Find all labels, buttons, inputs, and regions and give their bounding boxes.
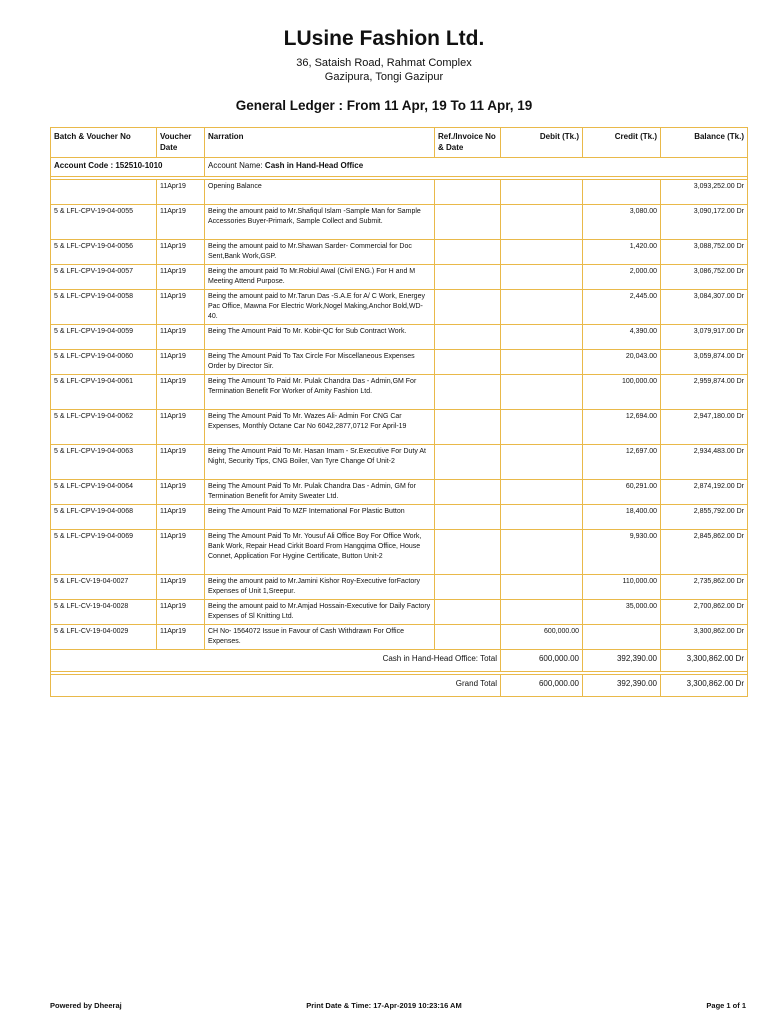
cell-balance: 2,855,792.00 Dr xyxy=(661,505,748,530)
cell-batch: 5 & LFL-CPV-19-04-0058 xyxy=(51,290,157,325)
account-row xyxy=(51,158,748,177)
cell-credit: 9,930.00 xyxy=(583,530,661,575)
table-header-row xyxy=(51,128,748,158)
cell-credit: 60,291.00 xyxy=(583,480,661,505)
cell-ref xyxy=(435,410,501,445)
cell-debit xyxy=(501,265,583,290)
cell-ref xyxy=(435,575,501,600)
cell-batch: 5 & LFL-CPV-19-04-0064 xyxy=(51,480,157,505)
account-code: 152510-1010 xyxy=(115,161,163,170)
cell-voucher-date: 11Apr19 xyxy=(157,600,205,625)
ledger-entry-row xyxy=(51,375,748,410)
cell-debit xyxy=(501,480,583,505)
cell-batch: 5 & LFL-CPV-19-04-0068 xyxy=(51,505,157,530)
grand-total-balance: 3,300,862.00 Dr xyxy=(661,675,748,697)
cell-debit xyxy=(501,325,583,350)
cell-credit: 3,080.00 xyxy=(583,205,661,240)
cell-balance: 3,084,307.00 Dr xyxy=(661,290,748,325)
account-total-debit: 600,000.00 xyxy=(501,650,583,672)
cell-credit: 12,694.00 xyxy=(583,410,661,445)
cell-narration: Being the amount paid to Mr.Shafiqul Islam -Sample Man for Sample Accessories Buyer-Primark, Sample Collect and Submit. xyxy=(205,205,435,240)
cell-balance: 3,090,172.00 Dr xyxy=(661,205,748,240)
cell-narration: Being The Amount Paid To Mr. Hasan Imam - Sr.Executive For Duty At Night, Security Tips, CNG Boiler, Van Tyre Change Of Unit-2 xyxy=(205,445,435,480)
cell-debit xyxy=(501,205,583,240)
cell-narration: Being The Amount To Paid Mr. Pulak Chandra Das - Admin,GM For Termination Benefit For Worker of Amity Fashion Ltd. xyxy=(205,375,435,410)
cell-voucher-date: 11Apr19 xyxy=(157,575,205,600)
ledger-entry-row xyxy=(51,410,748,445)
cell-ref xyxy=(435,325,501,350)
grand-total-label: Grand Total xyxy=(51,675,501,697)
cell-voucher-date: 11Apr19 xyxy=(157,205,205,240)
cell-ref xyxy=(435,180,501,205)
cell-ref xyxy=(435,530,501,575)
cell-balance: 2,959,874.00 Dr xyxy=(661,375,748,410)
ledger-entry-row xyxy=(51,180,748,205)
cell-batch: 5 & LFL-CPV-19-04-0062 xyxy=(51,410,157,445)
cell-ref xyxy=(435,265,501,290)
ledger-entry-row xyxy=(51,240,748,265)
cell-debit xyxy=(501,445,583,480)
cell-batch: 5 & LFL-CPV-19-04-0059 xyxy=(51,325,157,350)
grand-total-debit: 600,000.00 xyxy=(501,675,583,697)
cell-balance: 3,086,752.00 Dr xyxy=(661,265,748,290)
cell-credit: 20,043.00 xyxy=(583,350,661,375)
cell-credit: 18,400.00 xyxy=(583,505,661,530)
cell-ref xyxy=(435,290,501,325)
ledger-table xyxy=(50,127,748,697)
cell-narration: Being the amount paid to Mr.Shawan Sarder- Commercial for Doc Sent,Bank Work,GSP. xyxy=(205,240,435,265)
cell-batch: 5 & LFL-CPV-19-04-0063 xyxy=(51,445,157,480)
cell-debit xyxy=(501,530,583,575)
footer-powered-by: Powered by Dheeraj xyxy=(50,1001,122,1010)
cell-balance: 3,088,752.00 Dr xyxy=(661,240,748,265)
cell-balance: 2,947,180.00 Dr xyxy=(661,410,748,445)
ledger-entry-row xyxy=(51,325,748,350)
cell-voucher-date: 11Apr19 xyxy=(157,375,205,410)
cell-batch: 5 & LFL-CV-19-04-0027 xyxy=(51,575,157,600)
col-header-debit: Debit (Tk.) xyxy=(501,128,583,158)
ledger-entry-row xyxy=(51,205,748,240)
grand-total-credit: 392,390.00 xyxy=(583,675,661,697)
cell-balance: 2,735,862.00 Dr xyxy=(661,575,748,600)
cell-credit xyxy=(583,625,661,650)
account-name-cell xyxy=(205,158,748,177)
cell-voucher-date: 11Apr19 xyxy=(157,265,205,290)
cell-voucher-date: 11Apr19 xyxy=(157,445,205,480)
cell-balance: 2,700,862.00 Dr xyxy=(661,600,748,625)
cell-narration: Being The Amount Paid To Mr. Yousuf Ali Office Boy For Office Work, Bank Work, Repair Head Cirkit Board From Hangqima Office, House Connet, Application For Hygine Certificate, Button Unit-2 xyxy=(205,530,435,575)
company-address-line2: Gazipura, Tongi Gazipur xyxy=(324,71,444,83)
account-total-credit: 392,390.00 xyxy=(583,650,661,672)
cell-batch: 5 & LFL-CPV-19-04-0055 xyxy=(51,205,157,240)
cell-batch: 5 & LFL-CV-19-04-0029 xyxy=(51,625,157,650)
cell-narration: Being The Amount Paid To Mr. Wazes Ali- Admin For CNG Car Expenses, Monthly Octane Car No 6042,2877,0712 For April-19 xyxy=(205,410,435,445)
ledger-entry-row xyxy=(51,530,748,575)
cell-voucher-date: 11Apr19 xyxy=(157,410,205,445)
cell-debit xyxy=(501,350,583,375)
ledger-entry-row xyxy=(51,265,748,290)
cell-ref xyxy=(435,240,501,265)
cell-narration: Being The Amount Paid To Tax Circle For Miscellaneous Expenses Order by Director Sir. xyxy=(205,350,435,375)
cell-voucher-date: 11Apr19 xyxy=(157,625,205,650)
footer-page-number: Page 1 of 1 xyxy=(706,1001,746,1010)
cell-debit xyxy=(501,375,583,410)
cell-balance: 2,934,483.00 Dr xyxy=(661,445,748,480)
account-total-balance: 3,300,862.00 Dr xyxy=(661,650,748,672)
cell-credit: 2,000.00 xyxy=(583,265,661,290)
company-name: LUsine Fashion Ltd. xyxy=(283,27,485,50)
ledger-entry-row xyxy=(51,575,748,600)
cell-balance: 3,300,862.00 Dr xyxy=(661,625,748,650)
ledger-entry-row xyxy=(51,445,748,480)
cell-narration: Being The Amount Paid To Mr. Kobir-QC for Sub Contract Work. xyxy=(205,325,435,350)
account-name-label: Account Name: xyxy=(208,161,265,170)
cell-narration: Being the amount paid to Mr.Jamini Kishor Roy-Executive forFactory Expenses of Unit 1,Sreepur. xyxy=(205,575,435,600)
cell-narration: Being the amount paid to Mr.Tarun Das -S.A.E for A/ C Work, Energey Pac Office, Mawna For Electric Work,Nogel Making,Anchor Bold,WD-40. xyxy=(205,290,435,325)
cell-batch: 5 & LFL-CPV-19-04-0061 xyxy=(51,375,157,410)
cell-balance: 2,845,862.00 Dr xyxy=(661,530,748,575)
cell-debit xyxy=(501,290,583,325)
ledger-entry-row xyxy=(51,505,748,530)
cell-voucher-date: 11Apr19 xyxy=(157,290,205,325)
col-header-batch: Batch & Voucher No xyxy=(51,128,157,158)
cell-credit: 110,000.00 xyxy=(583,575,661,600)
col-header-ref: Ref./Invoice No & Date xyxy=(435,128,501,158)
cell-ref xyxy=(435,205,501,240)
cell-debit xyxy=(501,575,583,600)
ledger-entry-row xyxy=(51,625,748,650)
cell-batch: 5 & LFL-CPV-19-04-0060 xyxy=(51,350,157,375)
cell-batch xyxy=(51,180,157,205)
cell-ref xyxy=(435,350,501,375)
ledger-entry-row xyxy=(51,600,748,625)
cell-batch: 5 & LFL-CPV-19-04-0056 xyxy=(51,240,157,265)
cell-debit: 600,000.00 xyxy=(501,625,583,650)
cell-batch: 5 & LFL-CV-19-04-0028 xyxy=(51,600,157,625)
cell-ref xyxy=(435,375,501,410)
col-header-credit: Credit (Tk.) xyxy=(583,128,661,158)
cell-voucher-date: 11Apr19 xyxy=(157,240,205,265)
cell-voucher-date: 11Apr19 xyxy=(157,505,205,530)
cell-narration: CH No- 1564072 Issue in Favour of Cash Withdrawn For Office Expenses. xyxy=(205,625,435,650)
cell-balance: 3,059,874.00 Dr xyxy=(661,350,748,375)
col-header-narration: Narration xyxy=(205,128,435,158)
cell-credit: 35,000.00 xyxy=(583,600,661,625)
ledger-entry-row xyxy=(51,290,748,325)
company-address-line1: 36, Sataish Road, Rahmat Complex xyxy=(296,57,472,69)
cell-credit: 1,420.00 xyxy=(583,240,661,265)
report-title: General Ledger : From 11 Apr, 19 To 11 Apr, 19 xyxy=(235,98,533,113)
cell-voucher-date: 11Apr19 xyxy=(157,180,205,205)
cell-credit: 4,390.00 xyxy=(583,325,661,350)
cell-narration: Being The Amount Paid To Mr. Pulak Chandra Das - Admin, GM for Termination Benefit for Amity Sweater Ltd. xyxy=(205,480,435,505)
cell-balance: 2,874,192.00 Dr xyxy=(661,480,748,505)
account-code-label: Account Code : xyxy=(54,161,116,170)
cell-debit xyxy=(501,240,583,265)
cell-ref xyxy=(435,480,501,505)
footer-print-date: Print Date & Time: 17-Apr-2019 10:23:16 AM xyxy=(306,1001,462,1010)
cell-batch: 5 & LFL-CPV-19-04-0057 xyxy=(51,265,157,290)
cell-voucher-date: 11Apr19 xyxy=(157,350,205,375)
ledger-entry-row xyxy=(51,480,748,505)
account-code-cell xyxy=(51,158,205,177)
col-header-voucher-date: Voucher Date xyxy=(157,128,205,158)
cell-narration: Opening Balance xyxy=(205,180,435,205)
cell-credit xyxy=(583,180,661,205)
cell-debit xyxy=(501,180,583,205)
cell-narration: Being the amount paid to Mr.Amjad Hossain-Executive for Daily Factory Expenses of Sl Knitting Ltd. xyxy=(205,600,435,625)
cell-ref xyxy=(435,505,501,530)
cell-ref xyxy=(435,600,501,625)
cell-voucher-date: 11Apr19 xyxy=(157,480,205,505)
account-name: Cash in Hand-Head Office xyxy=(264,161,364,170)
account-total-label: Cash in Hand-Head Office: Total xyxy=(51,650,501,672)
cell-credit: 12,697.00 xyxy=(583,445,661,480)
cell-voucher-date: 11Apr19 xyxy=(157,325,205,350)
cell-debit xyxy=(501,600,583,625)
cell-debit xyxy=(501,505,583,530)
cell-credit: 100,000.00 xyxy=(583,375,661,410)
grand-total-row xyxy=(51,675,748,697)
cell-batch: 5 & LFL-CPV-19-04-0069 xyxy=(51,530,157,575)
cell-balance: 3,093,252.00 Dr xyxy=(661,180,748,205)
cell-ref xyxy=(435,445,501,480)
cell-narration: Being The Amount Paid To MZF International For Plastic Button xyxy=(205,505,435,530)
ledger-entry-row xyxy=(51,350,748,375)
cell-balance: 3,079,917.00 Dr xyxy=(661,325,748,350)
cell-narration: Being the amount paid To Mr.Robiul Awal (Civil ENG.) For H and M Meeting Attend Purpose. xyxy=(205,265,435,290)
cell-credit: 2,445.00 xyxy=(583,290,661,325)
account-total-row xyxy=(51,650,748,672)
cell-voucher-date: 11Apr19 xyxy=(157,530,205,575)
col-header-balance: Balance (Tk.) xyxy=(661,128,748,158)
cell-debit xyxy=(501,410,583,445)
cell-ref xyxy=(435,625,501,650)
